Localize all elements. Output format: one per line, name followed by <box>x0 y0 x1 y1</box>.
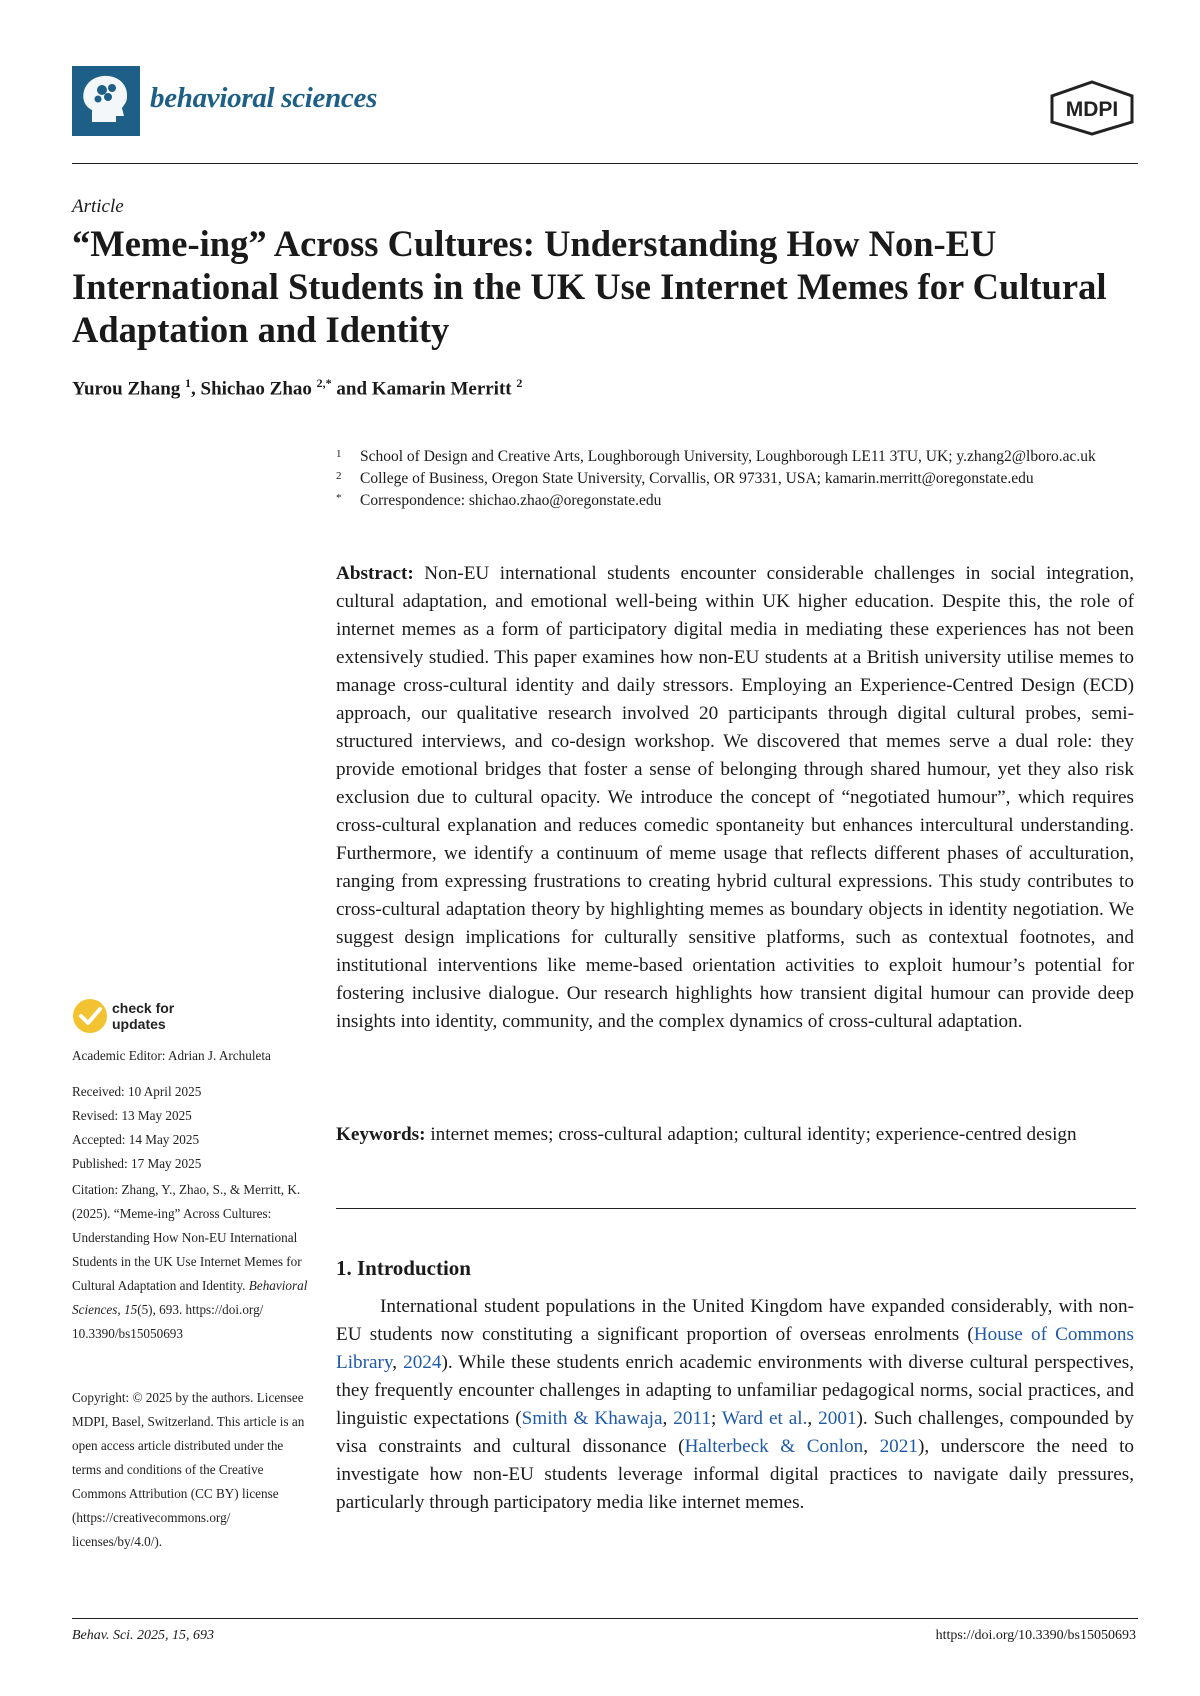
intro-text-segment: , <box>863 1436 880 1457</box>
date-revised: Revised: 13 May 2025 <box>72 1108 192 1123</box>
affiliation-mark: 1 <box>336 448 342 460</box>
author-affiliation-mark: 2 <box>516 376 523 390</box>
keywords-label: Keywords: <box>336 1124 426 1145</box>
header-divider <box>72 163 1138 164</box>
affiliation-item <box>336 490 1146 512</box>
abstract-label: Abstract: <box>336 563 414 584</box>
article-dates <box>72 1080 312 1176</box>
abstract-text: Non-EU international students encounter considerable challenges in social integration, cultural adaptation, and emotional well-being within UK higher education. Despite this, the role of internet memes as a form of participatory digital media in mediating these experiences has not been extensively studied. This paper examines how non-EU students at a British university utilise memes to manage cross-cultural identity and daily stressors. Employing an Experience-Centred Design (ECD) approach, our qualitative research involved 20 participants through digital cultural probes, semi-structured interviews, and co-design workshop. We discovered that memes serve a dual role: they provide emotional bridges that foster a sense of belonging through shared humour, yet they also risk exclusion due to cultural opacity. We introduce the concept of “negotiated humour”, which requires cross-cultural explanation and reduces comedic spontaneity but enhances intercultural understanding. Furthermore, we identify a continuum of meme usage that reflects different phases of acculturation, ranging from expressing frustrations to creating hybrid cultural expressions. This study contributes to cross-cultural adaptation theory by highlighting memes as boundary objects in identity negotiation. We suggest design implications for culturally sensitive platforms, such as contextual footnotes, and institutional interventions like meme-based orientation activities to exploit humour’s potential for fostering inclusive dialogue. Our research highlights how transient digital humour can provide deep insights into identity, community, and the complex dynamics of cross-cultural adaptation. <box>336 563 1134 1032</box>
intro-text-segment: ). While these students enrich academic environments with diverse cultural perspectives, they frequently encounter challenges in adapting to unfamiliar pedagogical norms, social practices, and linguistic expectations ( <box>336 1352 1135 1429</box>
date-received: Received: 10 April 2025 <box>72 1084 202 1099</box>
check-for-updates-badge[interactable] <box>72 996 192 1036</box>
intro-text-segment: ; <box>710 1408 722 1429</box>
affiliation-text: College of Business, Oregon State University, Corvallis, OR 97331, USA; kamarin.merritt@oregonstate.edu <box>360 470 1034 487</box>
citation-link[interactable]: Halterbeck & Conlon <box>684 1436 864 1457</box>
citation-year-link[interactable]: 2011 <box>673 1408 711 1429</box>
affiliation-item <box>336 468 1146 490</box>
check-circle-icon <box>73 999 107 1033</box>
introduction-paragraph <box>336 1293 1134 1517</box>
keywords <box>336 1121 1134 1149</box>
date-accepted: Accepted: 14 May 2025 <box>72 1132 200 1147</box>
section-heading-introduction: 1. Introduction <box>336 1256 471 1280</box>
footer-divider <box>72 1618 1138 1619</box>
abstract <box>336 560 1134 1036</box>
author-affiliation-mark: 1 <box>185 376 192 390</box>
footer-citation <box>72 1628 214 1644</box>
citation-doi[interactable]: (5), 693. https://doi.org/ 10.3390/bs15050693 <box>72 1302 264 1341</box>
journal-name: behavioral sciences <box>150 82 378 114</box>
abstract-divider <box>336 1208 1136 1209</box>
intro-text-segment: International student populations in the United Kingdom have expanded considerably, with non-EU students now constituting a significant proportion of overseas enrolments ( <box>336 1296 1134 1345</box>
date-published: Published: 17 May 2025 <box>72 1156 202 1171</box>
academic-editor: Academic Editor: Adrian J. Archuleta <box>72 1048 271 1063</box>
author-name[interactable]: Shichao Zhao <box>200 378 312 400</box>
author-list <box>72 376 522 400</box>
citation-link[interactable]: Ward et al. <box>721 1408 808 1429</box>
check-updates-line1: check for <box>112 1000 175 1016</box>
author-separator: , <box>191 378 201 400</box>
author-name[interactable]: Kamarin Merritt <box>371 378 512 400</box>
intro-text-segment: ). Such challenges, compounded by visa constraints and cultural dissonance ( <box>336 1408 1135 1457</box>
citation-year-link[interactable]: 2024 <box>403 1352 442 1373</box>
citation-year-link[interactable]: 2001 <box>818 1408 857 1429</box>
keywords-text: internet memes; cross-cultural adaption; cultural identity; experience-centred design <box>430 1124 1077 1145</box>
affiliation-text: Correspondence: shichao.zhao@oregonstate.edu <box>360 492 662 509</box>
author-separator: and <box>331 378 372 400</box>
mdpi-logo-text: MDPI <box>1065 98 1119 121</box>
intro-text-segment: ), underscore the need to investigate how non-EU students leverage informal digital practices to navigate daily pressures, particularly through participatory media like internet memes. <box>336 1436 1134 1513</box>
citation-volume: , 15 <box>117 1302 138 1317</box>
citation-text: Citation: Zhang, Y., Zhao, S., & Merritt, K. (2025). “Meme-ing” Across Cultures: Understanding How Non-EU International Students in the UK Use Internet Memes for Cultural Adaptation and Identity. <box>72 1182 302 1293</box>
copyright-notice: Copyright: © 2025 by the authors. Licensee MDPI, Basel, Switzerland. This article is an open access article distributed under the terms and conditions of the Creative Commons Attribution (CC BY) license (https://creativecommons.org/ licenses/by/4.0/). <box>72 1390 305 1549</box>
citation-link[interactable]: Smith & Khawaja <box>521 1408 663 1429</box>
author-affiliation-mark: 2,* <box>316 376 332 390</box>
intro-text-segment: , <box>662 1408 674 1429</box>
citation-block <box>72 1178 312 1346</box>
check-updates-line2: updates <box>112 1016 166 1032</box>
footer-citation-text: Behav. Sci. 2025, 15, 693 <box>72 1628 215 1643</box>
intro-text-segment: , <box>392 1352 404 1373</box>
citation-link[interactable]: House of Commons Library <box>336 1324 1134 1373</box>
article-title: “Meme-ing” Across Cultures: Understanding How Non-EU International Students in the UK Use Internet Memes for Cultural Adaptation and Identity <box>72 223 1107 350</box>
article-type: Article <box>72 196 124 217</box>
footer-doi-link[interactable]: https://doi.org/10.3390/bs15050693 <box>935 1628 1136 1643</box>
journal-logo-icon <box>72 66 140 136</box>
citation-journal: Behavioral Sciences <box>72 1278 308 1317</box>
affiliation-list <box>336 446 1146 512</box>
affiliation-mark: * <box>336 492 342 504</box>
affiliation-mark: 2 <box>336 470 342 482</box>
affiliation-text: School of Design and Creative Arts, Loughborough University, Loughborough LE11 3TU, UK; y.zhang2@lboro.ac.uk <box>360 448 1096 465</box>
intro-text-segment: , <box>807 1408 819 1429</box>
affiliation-item <box>336 446 1146 468</box>
mdpi-logo-icon <box>1048 80 1136 136</box>
citation-year-link[interactable]: 2021 <box>879 1436 918 1457</box>
author-name[interactable]: Yurou Zhang <box>72 378 181 400</box>
